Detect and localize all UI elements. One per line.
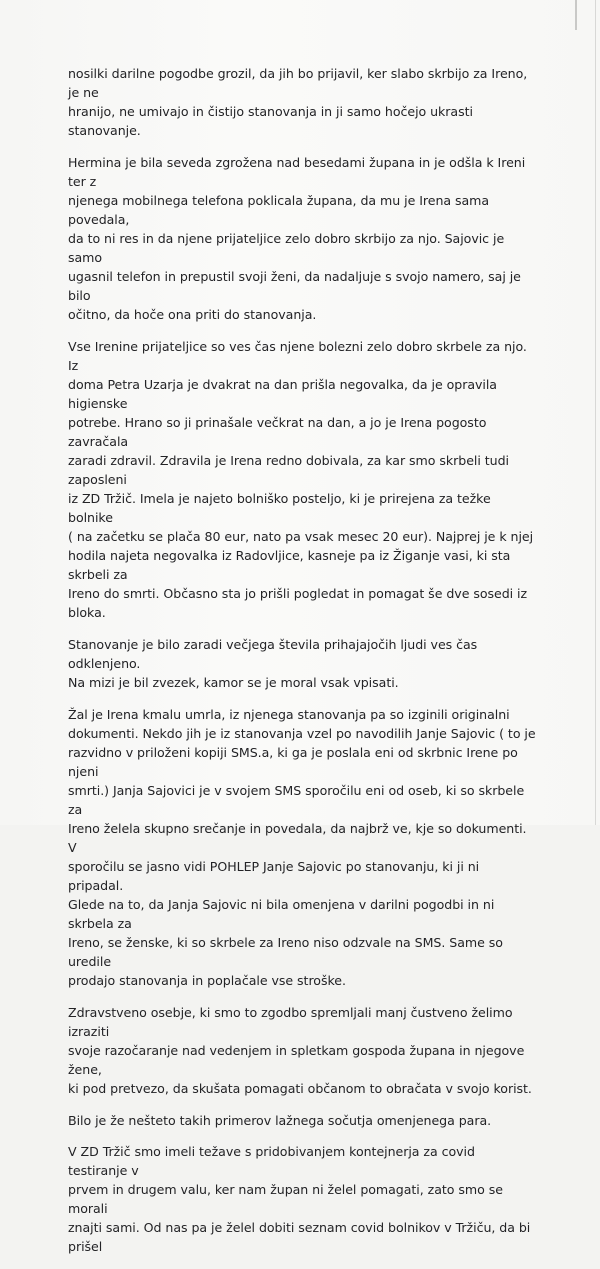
document-body [68, 64, 538, 1269]
paragraph-3: Vse Irenine prijateljice so ves čas njene bolezni zelo dobro skrbele za njo. Iz doma Petra Uzarja je dvakrat na dan prišla negovalka, da je opravila higienske potrebe. Hrano so ji prinašale večkrat na dan, a jo je Irena pogosto zavračala zaradi zdravil. Zdravila je Irena redno dobivala, za kar smo skrbeli tudi zaposleni iz ZD Tržič. Imela je najeto bolniško posteljo, ki je prirejena za težke bolnike ( na začetku se plača 80 eur, nato pa vsak mesec 20 eur). Najprej je k njej hodila najeta negovalka iz Radovljice, kasneje pa iz Žiganje vasi, ki sta skrbeli za Ireno do smrti. Občasno sta jo prišli pogledat in pomagat še dve sosedi iz bloka. [68, 339, 534, 620]
paragraph-6: Zdravstveno osebje, ki smo to zgodbo spremljali manj čustveno želimo izraziti svoje razočaranje nad vedenjem in spletkam gospoda župana in njegove žene, ki pod pretvezo, da skušata pomagati občanom to obračata v svojo korist. [68, 1005, 532, 1096]
page-edge-line [595, 0, 596, 825]
scan-edge-mark [575, 0, 577, 30]
paragraph-7: Bilo je že nešteto takih primerov lažnega sočutja omenjenega para. [68, 1113, 492, 1128]
paragraph-2: Hermina je bila seveda zgrožena nad besedami župana in je odšla k Ireni ter z njenega mobilnega telefona poklicala župana, da mu je Irena sama povedala, da to ni res in da njene prijateljice zelo dobro skrbijo za njo. Sajovic je samo ugasnil telefon in prepustil svoji ženi, da nadaljuje s svojo namero, saj je bilo očitno, da hoče ona priti do stanovanja. [68, 155, 526, 322]
paragraph-5: Žal je Irena kmalu umrla, iz njenega stanovanja pa so izginili originalni dokumenti. Nekdo jih je iz stanovanja vzel po navodilih Janje Sajovic ( to je razvidno v priloženi kopiji SMS.a, ki ga je poslala eni od skrbnic Irene po njeni smrti.) Janja Sajovici je v svojem SMS sporočilu eni od oseb, ki so skrbele za Ireno želela skupno srečanje in povedala, da najbrž ve, kje so dokumenti. V sporočilu se jasno vidi POHLEP Janje Sajovic po stanovanju, ki ji ni pripadal. Glede na to, da Janja Sajovic ni bila omenjena v darilni pogodbi in ni skrbela za Ireno, se ženske, ki so skrbele za Ireno niso odzvale na SMS. Same so uredile prodajo stanovanja in poplačale vse stroške. [68, 707, 536, 988]
paragraph-1: nosilki darilne pogodbe grozil, da jih bo prijavil, ker slabo skrbijo za Ireno, je ne hranijo, ne umivajo in čistijo stanovanja in ji samo hočejo ukrasti stanovanje. [68, 66, 528, 138]
paragraph-4: Stanovanje je bilo zaradi večjega števila prihajajočih ljudi ves čas odklenjeno. Na mizi je bil zvezek, kamor se je moral vsak vpisati. [68, 637, 478, 690]
paragraph-8: V ZD Tržič smo imeli težave s pridobivanjem kontejnerja za covid testiranje v prvem in drugem valu, ker nam župan ni želel pomagati, zato smo se morali znajti sami. Od nas pa je želel dobiti seznam covid bolnikov v Tržiču, da bi prišel [68, 1144, 531, 1254]
